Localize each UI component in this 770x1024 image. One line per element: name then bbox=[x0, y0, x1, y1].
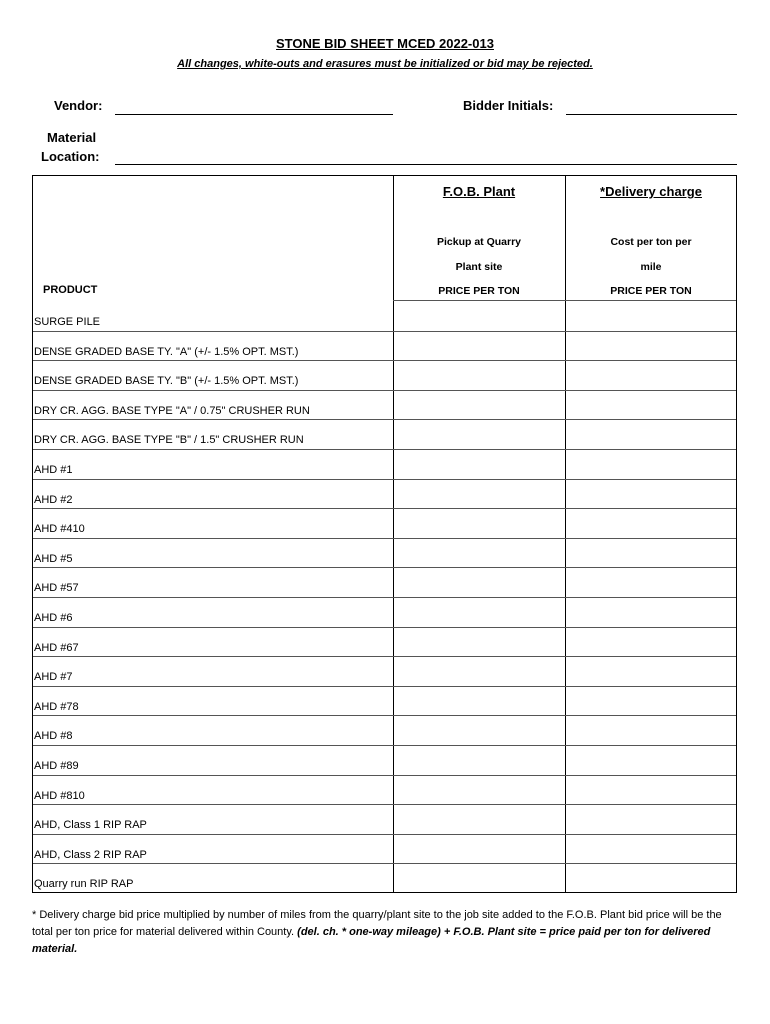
fob-price-cell[interactable] bbox=[394, 864, 564, 892]
product-row-label: AHD #7 bbox=[34, 671, 73, 684]
fob-price-cell[interactable] bbox=[394, 835, 564, 863]
bidder-initials-field[interactable] bbox=[566, 114, 737, 115]
delivery-price-cell[interactable] bbox=[566, 776, 736, 804]
header-divider bbox=[393, 300, 736, 301]
product-row-label: AHD #57 bbox=[34, 582, 79, 595]
fob-sub2: Plant site bbox=[455, 261, 503, 273]
product-row-label: DRY CR. AGG. BASE TYPE "A" / 0.75" CRUSHER RUN bbox=[34, 404, 310, 417]
product-row-label: AHD #6 bbox=[34, 612, 73, 624]
product-row-label: AHD #78 bbox=[34, 700, 79, 713]
product-row-label: DENSE GRADED BASE TY. "A" (+/- 1.5% OPT. MST.) bbox=[34, 345, 299, 358]
product-column-header: PRODUCT bbox=[43, 284, 98, 296]
bid-table bbox=[32, 175, 737, 893]
location-label: Location: bbox=[41, 149, 100, 164]
product-row-label: AHD #810 bbox=[34, 789, 85, 802]
fob-price-cell[interactable] bbox=[394, 420, 564, 448]
delivery-title: *Delivery charge bbox=[600, 184, 702, 199]
delivery-price-cell[interactable] bbox=[566, 628, 736, 656]
delivery-price-cell[interactable] bbox=[566, 746, 736, 774]
delivery-price-cell[interactable] bbox=[566, 568, 736, 596]
product-row-label: AHD, Class 1 RIP RAP bbox=[34, 819, 147, 832]
product-row-label: AHD #67 bbox=[34, 641, 79, 654]
document-title-text: STONE BID SHEET MCED 2022-013 bbox=[276, 36, 494, 51]
delivery-price-cell[interactable] bbox=[566, 332, 736, 360]
product-row-label: AHD #2 bbox=[34, 493, 73, 506]
fob-price-cell[interactable] bbox=[394, 805, 564, 833]
fob-price-cell[interactable] bbox=[394, 716, 564, 744]
fob-price-cell[interactable] bbox=[394, 628, 564, 656]
fob-price-cell[interactable] bbox=[394, 361, 564, 389]
material-label: Material bbox=[47, 130, 97, 145]
fob-price-cell[interactable] bbox=[394, 450, 564, 478]
bidder-initials-label: Bidder Initials: bbox=[463, 98, 554, 113]
delivery-price-cell[interactable] bbox=[566, 539, 736, 567]
fob-price-cell[interactable] bbox=[394, 509, 564, 537]
footnote-text: * Delivery charge bid price multiplied by number of miles from the quarry/plant site to the job site added to the F.O.B. Plant bid price will be the total per ton price for material delivered within County. bbox=[32, 909, 722, 938]
delivery-price-cell[interactable] bbox=[566, 716, 736, 744]
footnote bbox=[32, 907, 732, 958]
delivery-sub2: mile bbox=[640, 261, 662, 273]
product-row-label: AHD, Class 2 RIP RAP bbox=[34, 848, 147, 861]
delivery-column-header bbox=[565, 184, 737, 199]
product-row-label: Quarry run RIP RAP bbox=[34, 878, 134, 891]
product-row-label: AHD #410 bbox=[34, 523, 85, 536]
fob-price-cell[interactable] bbox=[394, 687, 564, 715]
fob-price-cell[interactable] bbox=[394, 391, 564, 419]
delivery-price-cell[interactable] bbox=[566, 509, 736, 537]
fob-price-cell[interactable] bbox=[394, 302, 564, 330]
document-notice: All changes, white-outs and erasures must be initialized or bid may be rejected. bbox=[177, 58, 593, 70]
delivery-price-cell[interactable] bbox=[566, 302, 736, 330]
product-row-label: AHD #89 bbox=[34, 760, 79, 772]
fob-price-cell[interactable] bbox=[394, 657, 564, 685]
fob-price-cell[interactable] bbox=[394, 746, 564, 774]
product-row-label: DRY CR. AGG. BASE TYPE "B" / 1.5" CRUSHER RUN bbox=[34, 434, 304, 447]
delivery-price-cell[interactable] bbox=[566, 805, 736, 833]
product-row-label: DENSE GRADED BASE TY. "B" (+/- 1.5% OPT. MST.) bbox=[34, 375, 299, 388]
fob-price-cell[interactable] bbox=[394, 332, 564, 360]
delivery-price-cell[interactable] bbox=[566, 480, 736, 508]
footnote-formula: (del. ch. * one-way mileage) + F.O.B. Plant site = price paid per ton for delivered material. bbox=[32, 926, 711, 955]
fob-price-cell[interactable] bbox=[394, 539, 564, 567]
material-location-field[interactable] bbox=[115, 164, 737, 165]
fob-price-cell[interactable] bbox=[394, 568, 564, 596]
delivery-price-cell[interactable] bbox=[566, 835, 736, 863]
fob-sub1: Pickup at Quarry bbox=[436, 236, 522, 248]
delivery-price-cell[interactable] bbox=[566, 450, 736, 478]
delivery-sub1: Cost per ton per bbox=[610, 236, 692, 248]
delivery-price-cell[interactable] bbox=[566, 361, 736, 389]
vendor-field[interactable] bbox=[115, 114, 393, 115]
fob-price-cell[interactable] bbox=[394, 598, 564, 626]
fob-column-header bbox=[393, 184, 565, 199]
delivery-price-cell[interactable] bbox=[566, 598, 736, 626]
delivery-price-cell[interactable] bbox=[566, 864, 736, 892]
product-row-label: AHD #1 bbox=[34, 464, 73, 476]
product-row-label: AHD #8 bbox=[34, 730, 73, 743]
document-title bbox=[0, 36, 770, 51]
product-row-label: AHD #5 bbox=[34, 552, 73, 565]
fob-price-cell[interactable] bbox=[394, 776, 564, 804]
delivery-price-cell[interactable] bbox=[566, 391, 736, 419]
delivery-price-cell[interactable] bbox=[566, 420, 736, 448]
fob-title: F.O.B. Plant bbox=[442, 184, 516, 199]
fob-price-cell[interactable] bbox=[394, 480, 564, 508]
fob-price-header: PRICE PER TON bbox=[438, 285, 520, 297]
delivery-price-cell[interactable] bbox=[566, 657, 736, 685]
delivery-price-cell[interactable] bbox=[566, 687, 736, 715]
delivery-price-header: PRICE PER TON bbox=[610, 285, 692, 297]
product-row-label: SURGE PILE bbox=[34, 316, 101, 328]
vendor-label: Vendor: bbox=[54, 98, 103, 113]
